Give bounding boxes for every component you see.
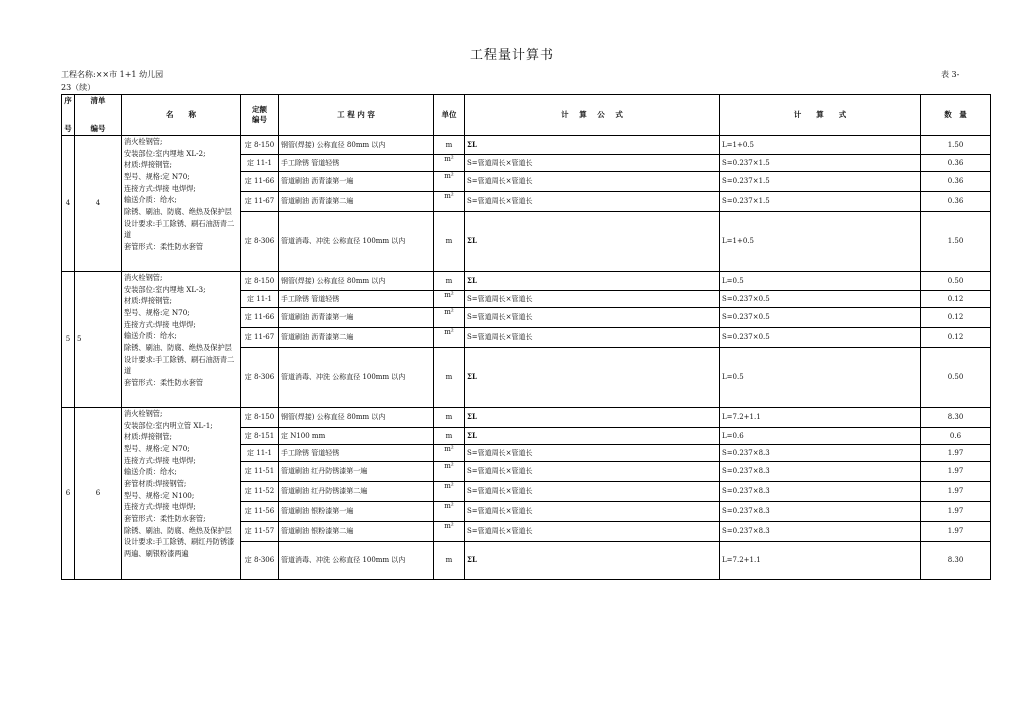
quota-code-cell: 定 11-1 (241, 291, 279, 308)
work-content-cell: 管道消毒、冲洗 公称直径 100mm 以内 (279, 542, 434, 580)
calc-expression-cell: S=0.237×8.3 (720, 462, 921, 482)
work-content-cell: 钢管(焊接) 公称直径 80mm 以内 (279, 408, 434, 428)
work-content-cell: 管道刷油 红丹防锈漆第一遍 (279, 462, 434, 482)
formula-cell: S=管道周长×管道长 (465, 291, 720, 308)
table-number: 表 3- (941, 70, 960, 79)
header-name: 名 称 (122, 95, 241, 136)
project-name: 工程名称:××市 1+1 幼儿园 (61, 70, 164, 79)
calc-expression-cell: L=7.2+1.1 (720, 542, 921, 580)
quota-code-cell: 定 11-51 (241, 462, 279, 482)
unit-cell: m (434, 212, 465, 272)
unit-cell: m² (434, 155, 465, 172)
quota-code-cell: 定 11-1 (241, 155, 279, 172)
quantity-cell: 0.50 (921, 348, 991, 408)
quantity-cell: 1.97 (921, 502, 991, 522)
work-content-cell: 管道刷油 沥青漆第二遍 (279, 328, 434, 348)
calc-expression-cell: S=0.237×1.5 (720, 155, 921, 172)
table-row (62, 408, 991, 428)
header-list-no: 清单 编号 (75, 95, 122, 136)
seq-cell: 5 (62, 272, 75, 408)
unit-cell: m (434, 408, 465, 428)
calc-expression-cell: S=0.237×0.5 (720, 328, 921, 348)
header-qty: 数 量 (921, 95, 991, 136)
unit-cell: m (434, 272, 465, 291)
formula-cell: S=管道周长×管道长 (465, 172, 720, 192)
formula-cell: S=管道周长×管道长 (465, 155, 720, 172)
quantity-cell: 0.50 (921, 272, 991, 291)
calc-expression-cell: S=0.237×8.3 (720, 502, 921, 522)
calc-expression-cell: L=0.6 (720, 428, 921, 445)
quota-code-cell: 定 8-306 (241, 348, 279, 408)
calc-expression-cell: S=0.237×8.3 (720, 482, 921, 502)
unit-cell: m (434, 136, 465, 155)
formula-cell: S=管道周长×管道长 (465, 462, 720, 482)
formula-cell: ΣL (465, 348, 720, 408)
unit-cell: m² (434, 462, 465, 482)
work-content-cell: 管道刷油 红丹防锈漆第二遍 (279, 482, 434, 502)
quantity-cell: 1.50 (921, 136, 991, 155)
quantity-cell: 0.36 (921, 192, 991, 212)
quota-code-cell: 定 11-52 (241, 482, 279, 502)
quota-code-cell: 定 8-150 (241, 408, 279, 428)
quantity-cell: 1.97 (921, 462, 991, 482)
formula-cell: S=管道周长×管道长 (465, 192, 720, 212)
formula-cell: ΣL (465, 408, 720, 428)
seq-cell: 4 (62, 136, 75, 272)
quota-code-cell: 定 8-306 (241, 542, 279, 580)
table-continued-label: 23（续） (61, 83, 96, 92)
work-content-cell: 管道消毒、冲洗 公称直径 100mm 以内 (279, 212, 434, 272)
quantity-cell: 0.36 (921, 172, 991, 192)
calc-expression-cell: S=0.237×0.5 (720, 291, 921, 308)
quota-code-cell: 定 11-1 (241, 445, 279, 462)
table-body (62, 136, 991, 580)
work-content-cell: 管道刷油 银粉漆第一遍 (279, 502, 434, 522)
quota-code-cell: 定 8-306 (241, 212, 279, 272)
calc-expression-cell: S=0.237×8.3 (720, 445, 921, 462)
formula-cell: S=管道周长×管道长 (465, 308, 720, 328)
calculation-table (61, 94, 991, 580)
work-content-cell: 钢管(焊接) 公称直径 80mm 以内 (279, 136, 434, 155)
header-seq: 序 号 (62, 95, 75, 136)
unit-cell: m² (434, 328, 465, 348)
item-description: 消火栓钢管; 安装部位:室内明立管 XL-1; 材质:焊接钢管; 型号、规格:定 N70; 连接方式:焊接 电焊焊; 输送介质：给水; 套管材质:焊接钢管; 型号、规格:定 N100; 连接方式:焊接 电焊焊; 套管形式：柔性防水套管; 除锈、刷油、防腐、绝热及保护层 设计要求:手工除锈、刷红丹防锈漆 两遍、刷银粉漆两遍 (122, 408, 241, 580)
quota-code-cell: 定 11-66 (241, 172, 279, 192)
quota-code-cell: 定 11-56 (241, 502, 279, 522)
header-formula: 计 算 公 式 (465, 95, 720, 136)
formula-cell: S=管道周长×管道长 (465, 445, 720, 462)
work-content-cell: 管道刷油 沥青漆第一遍 (279, 308, 434, 328)
seq-cell: 6 (62, 408, 75, 580)
unit-cell: m (434, 348, 465, 408)
quota-code-cell: 定 11-67 (241, 328, 279, 348)
quantity-cell: 1.97 (921, 482, 991, 502)
calc-expression-cell: L=1+0.5 (720, 212, 921, 272)
work-content-cell: 手工除锈 管道轻锈 (279, 445, 434, 462)
formula-cell: S=管道周长×管道长 (465, 502, 720, 522)
calc-expression-cell: S=0.237×8.3 (720, 522, 921, 542)
formula-cell: S=管道周长×管道长 (465, 328, 720, 348)
formula-cell: ΣL (465, 428, 720, 445)
list-no-cell: 5 (75, 272, 122, 408)
quantity-cell: 0.12 (921, 308, 991, 328)
quota-code-cell: 定 8-150 (241, 136, 279, 155)
work-content-cell: 管道刷油 沥青漆第一遍 (279, 172, 434, 192)
calc-expression-cell: S=0.237×1.5 (720, 172, 921, 192)
quantity-cell: 1.97 (921, 445, 991, 462)
quantity-cell: 0.12 (921, 291, 991, 308)
quantity-cell: 8.30 (921, 408, 991, 428)
quota-code-cell: 定 11-66 (241, 308, 279, 328)
work-content-cell: 手工除锈 管道轻锈 (279, 291, 434, 308)
work-content-cell: 管道刷油 沥青漆第二遍 (279, 192, 434, 212)
unit-cell: m (434, 542, 465, 580)
work-content-cell: 钢管(焊接) 公称直径 80mm 以内 (279, 272, 434, 291)
quota-code-cell: 定 8-151 (241, 428, 279, 445)
work-content-cell: 手工除锈 管道轻锈 (279, 155, 434, 172)
quota-code-cell: 定 11-57 (241, 522, 279, 542)
quota-code-cell: 定 8-150 (241, 272, 279, 291)
formula-cell: ΣL (465, 212, 720, 272)
unit-cell: m² (434, 192, 465, 212)
calc-expression-cell: L=1+0.5 (720, 136, 921, 155)
unit-cell: m² (434, 522, 465, 542)
unit-cell: m² (434, 502, 465, 522)
list-no-cell: 6 (75, 408, 122, 580)
unit-cell: m² (434, 308, 465, 328)
item-description: 消火栓钢管; 安装部位:室内埋地 XL-3; 材质:焊接钢管; 型号、规格:定 N70; 连接方式:焊接 电焊焊; 输送介质：给水; 除锈、刷油、防腐、绝热及保护层 设计要求:手工除锈、刷石油沥青二道 套管形式：柔性防水套管 (122, 272, 241, 408)
quantity-cell: 0.6 (921, 428, 991, 445)
unit-cell: m² (434, 445, 465, 462)
table-row (62, 136, 991, 155)
calc-expression-cell: S=0.237×1.5 (720, 192, 921, 212)
item-description: 消火栓钢管; 安装部位:室内埋地 XL-2; 材质:焊接钢管; 型号、规格:定 N70; 连接方式:焊接 电焊焊; 输送介质：给水; 除锈、刷油、防腐、绝热及保护层 设计要求:手工除锈、刷石油沥青二道 套管形式：柔性防水套管 (122, 136, 241, 272)
unit-cell: m² (434, 172, 465, 192)
quantity-cell: 1.97 (921, 522, 991, 542)
unit-cell: m (434, 428, 465, 445)
work-content-cell: 管道消毒、冲洗 公称直径 100mm 以内 (279, 348, 434, 408)
quantity-cell: 8.30 (921, 542, 991, 580)
table-header-row (62, 95, 991, 136)
header-content: 工 程 内 容 (279, 95, 434, 136)
header-calc: 计 算 式 (720, 95, 921, 136)
header-quota: 定额 编号 (241, 95, 279, 136)
work-content-cell: 管道刷油 银粉漆第二遍 (279, 522, 434, 542)
unit-cell: m² (434, 482, 465, 502)
unit-cell: m² (434, 291, 465, 308)
calc-expression-cell: L=0.5 (720, 272, 921, 291)
table-row (62, 272, 991, 291)
quantity-cell: 1.50 (921, 212, 991, 272)
calc-expression-cell: L=7.2+1.1 (720, 408, 921, 428)
quantity-cell: 0.12 (921, 328, 991, 348)
formula-cell: ΣL (465, 272, 720, 291)
work-content-cell: 定 N100 mm (279, 428, 434, 445)
calc-expression-cell: S=0.237×0.5 (720, 308, 921, 328)
formula-cell: ΣL (465, 136, 720, 155)
quota-code-cell: 定 11-67 (241, 192, 279, 212)
list-no-cell: 4 (75, 136, 122, 272)
header-unit: 单位 (434, 95, 465, 136)
formula-cell: S=管道周长×管道长 (465, 482, 720, 502)
calc-expression-cell: L=0.5 (720, 348, 921, 408)
document-title: 工程量计算书 (469, 48, 554, 63)
quantity-cell: 0.36 (921, 155, 991, 172)
formula-cell: S=管道周长×管道长 (465, 522, 720, 542)
formula-cell: ΣL (465, 542, 720, 580)
